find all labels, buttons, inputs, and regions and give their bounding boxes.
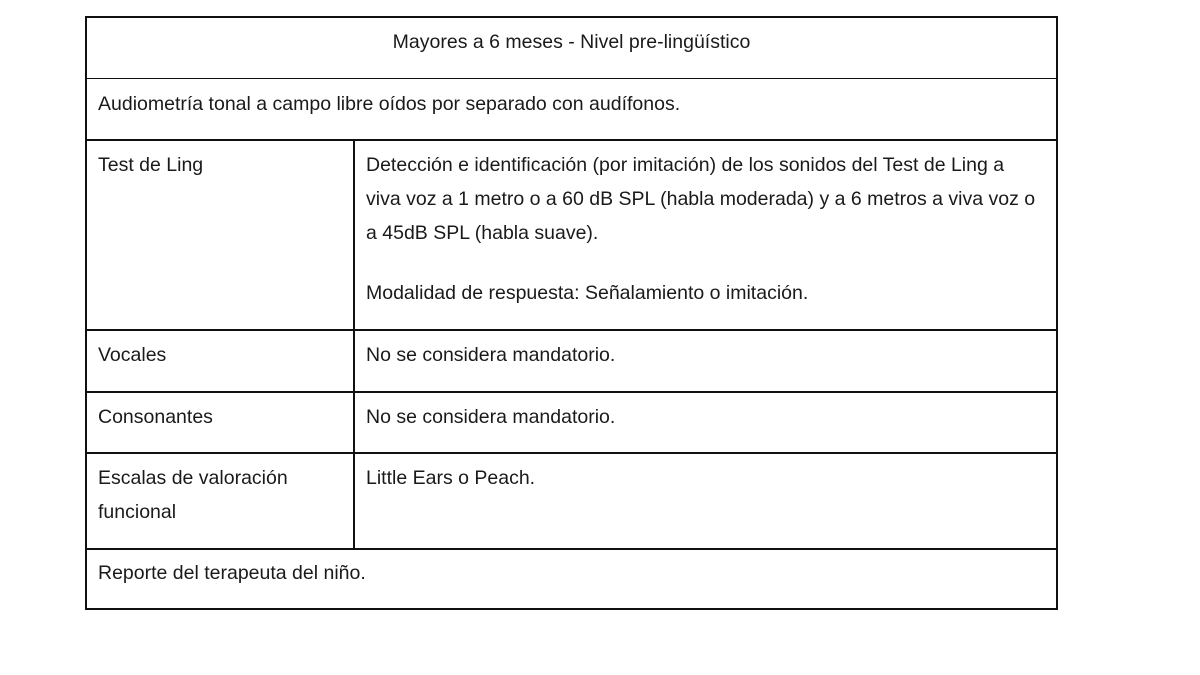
row-label-cell [87,141,355,329]
row-description: No se considera mandatorio. [366,344,616,366]
row-label-cell [87,331,355,391]
row-description: No se considera mandatorio. [366,406,616,428]
row-description-cell [355,393,1056,452]
table-row-consonantes [87,393,1056,454]
footer-row [87,550,1056,608]
table-title: Mayores a 6 meses - Nivel pre-lingüístico [392,31,751,53]
row-description-cell [355,331,1056,391]
row-note: Modalidad de respuesta: Señalamiento o imitación. [366,282,809,304]
row-description-cell [355,454,1056,548]
table-row-vocales [87,331,1056,393]
row-label: Escalas de valoración funcional [98,467,288,523]
row-label: Consonantes [98,406,213,428]
table-row-test-de-ling [87,141,1056,331]
intro-text: Audiometría tonal a campo libre oídos por separado con audífonos. [98,93,681,115]
footer-text: Reporte del terapeuta del niño. [98,562,366,584]
row-label: Test de Ling [98,154,204,176]
row-label-cell [87,454,355,548]
row-label-cell [87,393,355,452]
row-label: Vocales [98,344,167,366]
table-title-row [87,18,1056,79]
row-description: Detección e identificación (por imitación) de los sonidos del Test de Ling a viva voz a 1 metro o a 60 dB SPL (habla moderada) y a 6 metros a viva voz o a 45dB SPL (habla suave). [366,154,1036,244]
table-row-escalas [87,454,1056,550]
intro-row [87,79,1056,141]
assessment-table [85,16,1058,610]
row-description: Little Ears o Peach. [366,467,536,489]
row-description-cell [355,141,1056,329]
